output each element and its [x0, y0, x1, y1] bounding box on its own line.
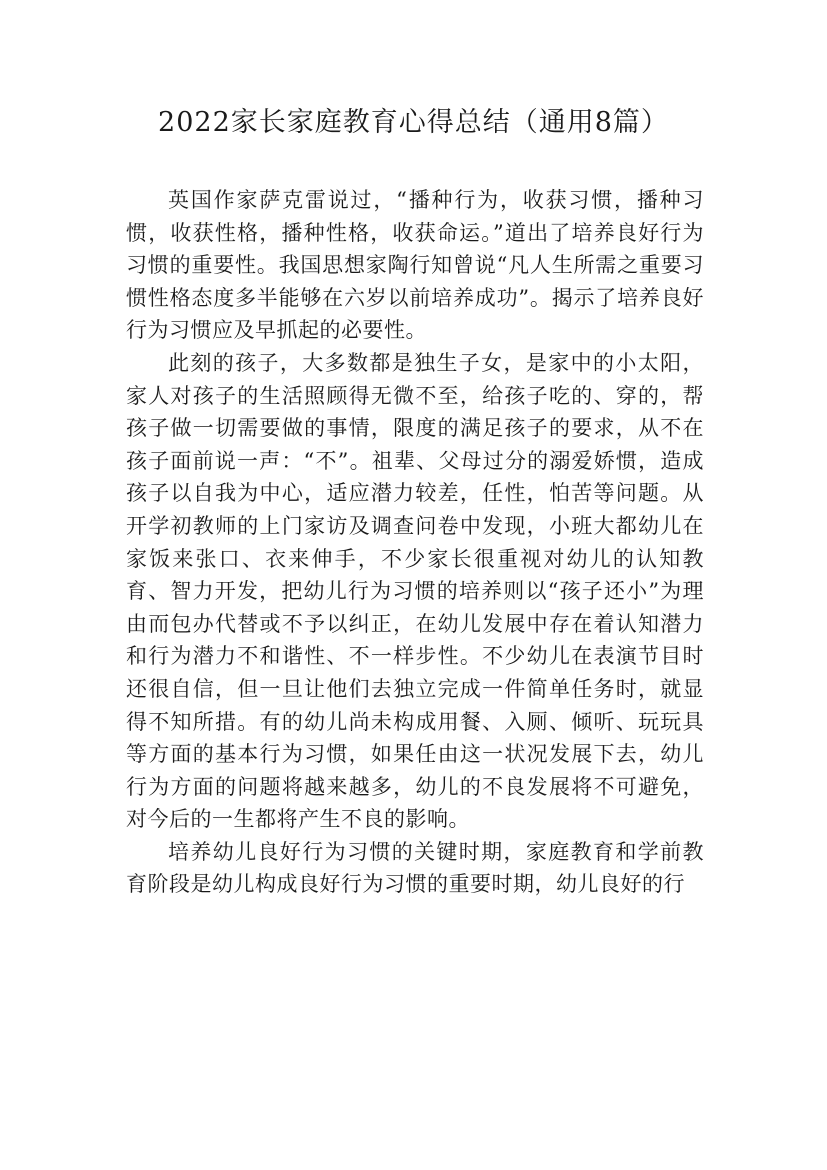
paragraph-3: 培养幼儿良好行为习惯的关键时期，家庭教育和学前教育阶段是幼儿构成良好行为习惯的重要时期，幼儿良好的行 [126, 839, 704, 897]
document-title: 2022家长家庭教育心得总结（通用8篇） [158, 107, 669, 138]
document-body [126, 184, 704, 901]
paragraph-2: 此刻的孩子，大多数都是独生子女，是家中的小太阳，家人对孩子的生活照顾得无微不至，给孩子吃的、穿的，帮孩子做一切需要做的事情，限度的满足孩子的要求，从不在孩子面前说一声：“不”。祖辈、父母过分的溺爱娇惯，造成孩子以自我为中心，适应潜力较差，任性，怕苦等问题。从开学初教师的上门家访及调查问卷中发现，小班大都幼儿在家饭来张口、衣来伸手，不少家长很重视对幼儿的认知教育、智力开发，把幼儿行为习惯的培养则以“孩子还小”为理由而包办代替或不予以纠正，在幼儿发展中存在着认知潜力和行为潜力不和谐性、不一样步性。不少幼儿在表演节目时还很自信，但一旦让他们去独立完成一件简单任务时，就显得不知所措。有的幼儿尚未构成用餐、入厕、倾听、玩玩具等方面的基本行为习惯，如果任由这一状况发展下去，幼儿行为方面的问题将越来越多，幼儿的不良发展将不可避免，对今后的一生都将产生不良的影响。 [126, 350, 704, 832]
paragraph-1: 英国作家萨克雷说过，“播种行为，收获习惯，播种习惯，收获性格，播种性格，收获命运。”道出了培养良好行为习惯的重要性。我国思想家陶行知曾说“凡人生所需之重要习惯性格态度多半能够在六岁以前培养成功”。揭示了培养良好行为习惯应及早抓起的必要性。 [126, 188, 704, 343]
